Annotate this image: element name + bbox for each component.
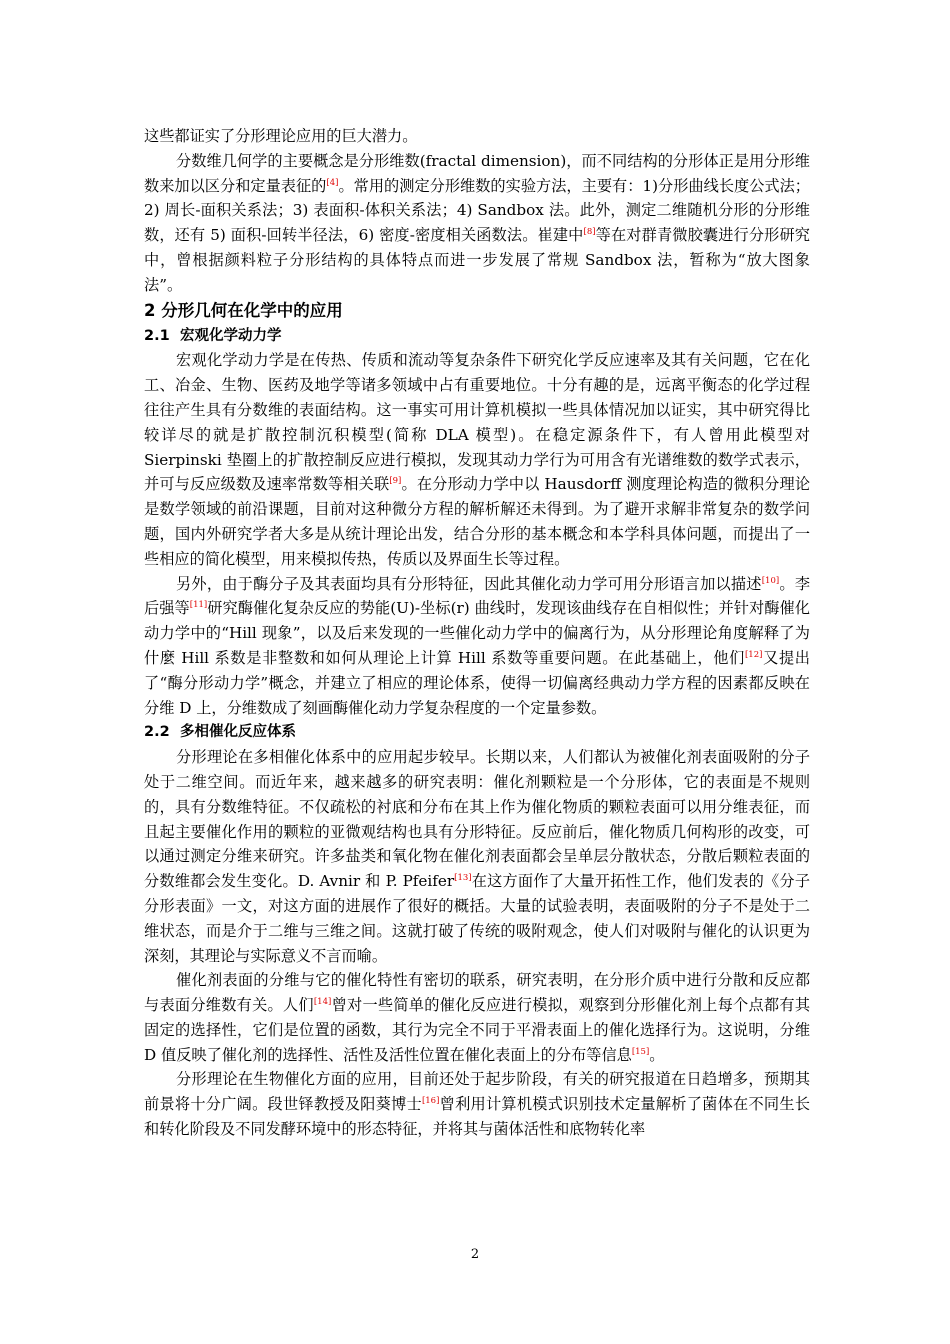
- subsection-heading: [144, 324, 810, 349]
- paragraph-biocatalysis: [144, 1067, 810, 1141]
- citation-ref[interactable]: [16]: [421, 1096, 440, 1107]
- paragraph-text: 宏观化学动力学是在传热、传质和流动等复杂条件下研究化学反应速率及其有关问题，它在化工、冶金、生物、医药及地学等诸多领域中占有重要地位。十分有趣的是，远离平衡态的化学过程往往产生具有分数维的表面结构。这一事实可用计算机模拟一些具体情况加以证实，其中研究得比较详尽的就是扩散控制沉积模型(简称 DLA 模型)。在稳定源条件下，有人曾用此模型对 Sierpinski 垫圈上的扩散控制反应进行模拟，发现其动力学行为可用含有光谱维数的数学式表示，并可与反应级数及速率常数等相关联: [144, 351, 810, 494]
- citation-ref[interactable]: [14]: [313, 997, 332, 1008]
- paragraph-macro-kinetics: [144, 348, 810, 571]
- paragraph-catalyst-surface: [144, 968, 810, 1067]
- citation-ref[interactable]: [4]: [326, 177, 339, 188]
- citation-ref[interactable]: [11]: [189, 600, 208, 611]
- paragraph-text: 另外，由于酶分子及其表面均具有分形特征，因此其催化动力学可用分形语言加以描述: [176, 574, 762, 593]
- paragraph-text: 催化剂表面的分维与它的催化特性有密切的联系，研究表明，在分形介质中进行分散和反应都与表面分维数有关。人们: [144, 971, 810, 1015]
- paragraph-enzyme-kinetics: [144, 572, 810, 721]
- citation-ref[interactable]: [8]: [583, 227, 596, 238]
- paragraph-text: 等在对群青微胶囊进行分形研究中，曾根据颜料粒子分形结构的具体特点而进一步发展了常规 Sandbox 法，暂称为“放大图象法”。: [144, 226, 810, 294]
- citation-ref[interactable]: [10]: [761, 575, 780, 586]
- paragraph-text: 曾利用计算机模式识别技术定量解析了菌体在不同生长和转化阶段及不同发酵环境中的形态特征，并将其与菌体活性和底物转化率: [144, 1095, 811, 1139]
- paragraph-text: 研究酶催化复杂反应的势能(U)-坐标(r) 曲线时，发现该曲线存在自相似性；并针对酶催化动力学中的“Hill 现象”，以及后来发现的一些催化动力学中的偏离行为，从分形理论角度解释了为什麼 Hill 系数是非整数和如何从理论上计算 Hill 系数等重要问题。在此基础上，他们: [144, 599, 810, 667]
- page-number: 2: [470, 1247, 480, 1262]
- subsection-number: 2.1: [144, 327, 170, 344]
- paragraph-text: 这些都证实了分形理论应用的巨大潜力。: [144, 127, 418, 145]
- citation-ref[interactable]: [15]: [631, 1046, 650, 1057]
- citation-ref[interactable]: [13]: [454, 873, 472, 884]
- paragraph-text: 。常用的测定分形维数的实验方法，主要有：1)分形曲线长度公式法；2) 周长-面积关系法；3) 表面积-体积关系法；4) Sandbox 法。此外，测定二维随机分形的分形维数，还有 5) 面积-回转半径法，6) 密度-密度相关函数法。崔建中: [144, 176, 810, 245]
- paragraph-fractal-dimension: [144, 149, 810, 298]
- paragraph-text: 。: [649, 1045, 665, 1064]
- citation-ref[interactable]: [9]: [389, 476, 402, 487]
- paragraph-0: [144, 124, 810, 149]
- subsection-title: 多相催化反应体系: [180, 724, 296, 741]
- section-heading: 2 分形几何在化学中的应用: [144, 300, 343, 320]
- subsection-heading: [144, 720, 810, 745]
- paragraph-text: 曾对一些简单的催化反应进行模拟，观察到分形催化剂上每个点都有其固定的选择性，它们是位置的函数，其行为完全不同于平滑表面上的催化选择行为。这说明，分维 D 值反映了催化剂的选择性、活性及活性位置在催化表面上的分布等信息: [144, 996, 811, 1064]
- paragraph-text: 分形理论在多相催化体系中的应用起步较早。长期以来，人们都认为被催化剂表面吸附的分子处于二维空间。而近年来，越来越多的研究表明：催化剂颗粒是一个分形体，它的表面是不规则的，具有分数维特征。不仅疏松的衬底和分布在其上作为催化物质的颗粒表面可以用分维表征，而且起主要催化作用的颗粒的亚微观结构也具有分形特征。反应前后，催化物质几何构形的改变，可以通过测定分维来研究。许多盐类和氧化物在催化剂表面都会呈单层分散状态，分散后颗粒表面的分数维都会发生变化。D. Avnir 和 P. Pfeifer: [144, 748, 810, 891]
- paragraph-text: 分形理论在生物催化方面的应用，目前还处于起步阶段，有关的研究报道在日趋增多，预期其前景将十分广阔。段世铎教授及阳葵博士: [144, 1070, 810, 1114]
- paragraph-text: 在这方面作了大量开拓性工作，他们发表的《分子分形表面》一文，对这方面的进展作了很好的概括。大量的试验表明，表面吸附的分子不是处于二维状态，而是介于二维与三维之间。这就打破了传统的吸附观念，使人们对吸附与催化的认识更为深刻，其理论与实际意义不言而喻。: [144, 872, 811, 965]
- paragraph-text: 。在分形动力学中以 Hausdorff 测度理论构造的微积分理论是数学领域的前沿课题，目前对这种微分方程的解析解还未得到。为了避开求解非常复杂的数学问题，国内外研究学者大多是从统计理论出发，结合分形的基本概念和本学科具体问题，而提出了一些相应的简化模型，用来模拟传热，传质以及界面生长等过程。: [144, 475, 811, 568]
- document-body: [144, 124, 810, 1142]
- paragraph-text: 又提出了“酶分形动力学”概念，并建立了相应的理论体系，使得一切偏离经典动力学方程的因素都反映在分维 D 上，分维数成了刻画酶催化动力学复杂程度的一个定量参数。: [144, 648, 810, 717]
- paragraph-heterogeneous-catalysis: [144, 745, 810, 968]
- paragraph-text: 分数维几何学的主要概念是分形维数(fractal dimension)，而不同结构的分形体正是用分形维数来加以区分和定量表征的: [144, 151, 810, 195]
- paragraph-text: 。李后强等: [144, 574, 811, 618]
- subsection-title: 宏观化学动力学: [180, 327, 282, 344]
- citation-ref[interactable]: [12]: [744, 649, 763, 660]
- subsection-number: 2.2: [144, 724, 170, 741]
